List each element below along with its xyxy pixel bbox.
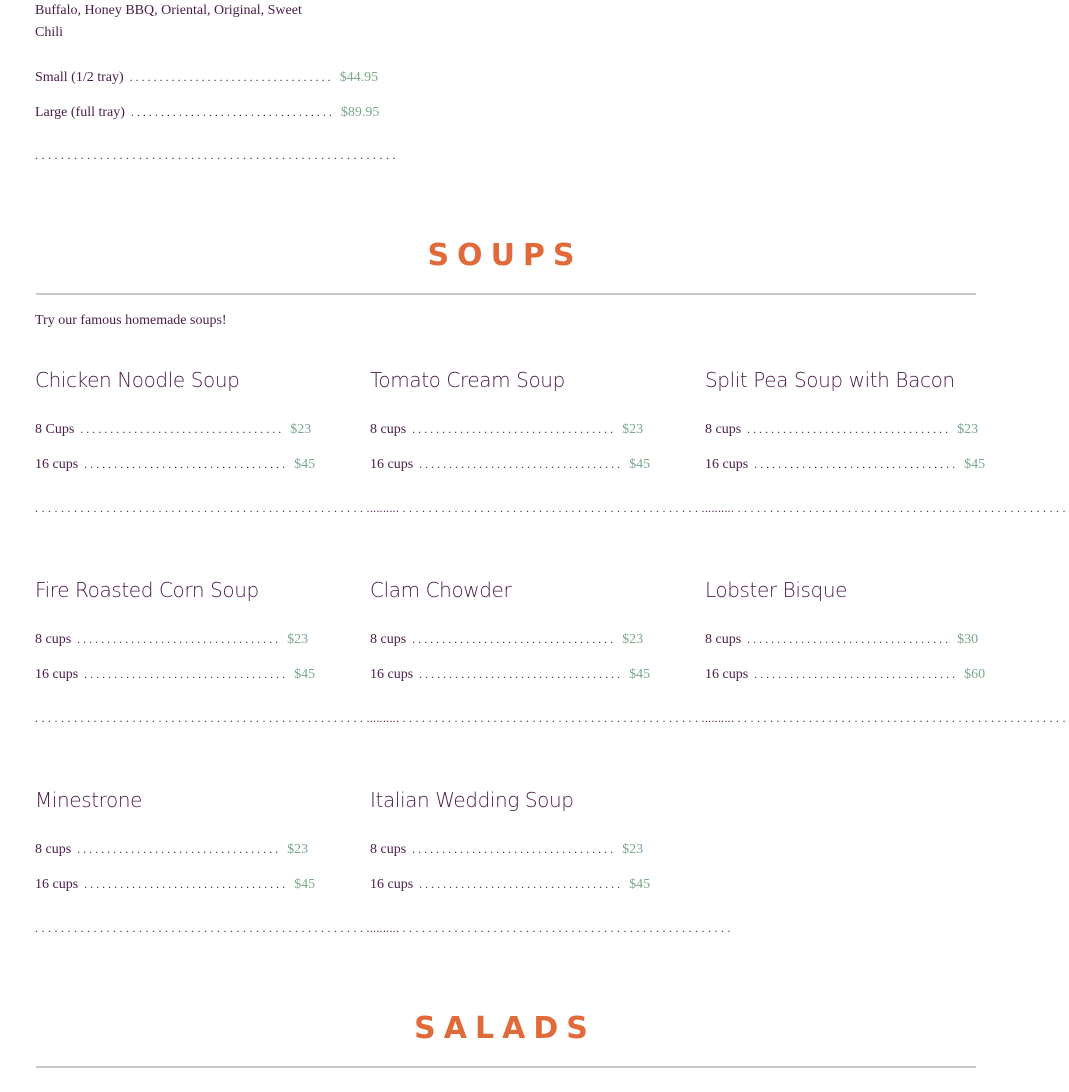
wings-option-small (35, 70, 379, 90)
dot-leader: .................................. (80, 422, 285, 436)
item-separator: ........................................................ (35, 921, 399, 935)
size-row (35, 632, 309, 652)
soup-name: Chicken Noodle Soup (35, 368, 240, 392)
dot-leader: .................................. (84, 877, 289, 891)
size-row (35, 457, 316, 477)
size-label: 8 cups (370, 422, 407, 437)
item-separator: ........................................................ (705, 711, 1069, 725)
size-row (35, 877, 316, 897)
item-separator: ........................................................ (35, 148, 399, 162)
option-label: Small (1/2 tray) (35, 70, 124, 85)
soup-name: Split Pea Soup with Bacon (705, 368, 955, 392)
size-label: 16 cups (705, 667, 749, 682)
item-separator: ........................................................ (370, 711, 734, 725)
size-price: $45 (964, 457, 986, 472)
dot-leader: .................................. (419, 667, 624, 681)
wings-item (35, 0, 399, 162)
option-price: $44.95 (339, 70, 379, 85)
size-row (370, 877, 651, 897)
item-separator: ........................................................ (705, 501, 1069, 515)
item-separator: ........................................................ (370, 501, 734, 515)
size-label: 16 cups (370, 667, 414, 682)
size-label: 16 cups (35, 877, 79, 892)
dot-leader: .................................. (412, 632, 617, 646)
size-price: $45 (629, 877, 651, 892)
size-price: $23 (957, 422, 979, 437)
size-price: $30 (957, 632, 979, 647)
wings-option-large (35, 105, 380, 125)
size-row (705, 457, 986, 477)
size-row (35, 422, 312, 442)
size-price: $45 (294, 667, 316, 682)
size-label: 8 cups (705, 422, 742, 437)
soup-name: Lobster Bisque (705, 578, 848, 602)
size-label: 16 cups (370, 877, 414, 892)
section-title-soups: SOUPS (427, 238, 583, 273)
dot-leader: .................................. (419, 457, 624, 471)
wings-flavors: Buffalo, Honey BBQ, Oriental, Original, Sweet Chili (35, 3, 302, 40)
soup-name: Minestrone (35, 788, 143, 812)
dot-leader: .................................. (84, 457, 289, 471)
section-divider (36, 293, 976, 295)
size-price: $23 (287, 632, 309, 647)
size-row (370, 457, 651, 477)
dot-leader: .................................. (77, 632, 282, 646)
soup-name: Tomato Cream Soup (370, 368, 565, 392)
size-label: 8 cups (35, 842, 72, 857)
soups-intro: Try our famous homemade soups! (35, 313, 227, 328)
option-price: $89.95 (340, 105, 380, 120)
size-price: $45 (294, 877, 316, 892)
size-label: 16 cups (35, 667, 79, 682)
size-price: $60 (964, 667, 986, 682)
size-row (705, 632, 979, 652)
option-label: Large (full tray) (35, 105, 125, 120)
size-price: $23 (622, 632, 644, 647)
soup-name: Italian Wedding Soup (370, 788, 574, 812)
size-price: $45 (294, 457, 316, 472)
size-label: 16 cups (370, 457, 414, 472)
size-price: $23 (290, 422, 312, 437)
soup-name: Clam Chowder (370, 578, 512, 602)
size-price: $23 (287, 842, 309, 857)
dot-leader: .................................. (747, 422, 952, 436)
size-label: 8 cups (705, 632, 742, 647)
size-row (35, 842, 309, 862)
dot-leader: .................................. (747, 632, 952, 646)
dot-leader: .................................. (754, 667, 959, 681)
dot-leader: .................................. (419, 877, 624, 891)
item-separator: ........................................................ (35, 711, 399, 725)
soup-name: Fire Roasted Corn Soup (35, 578, 259, 602)
size-row (705, 667, 986, 687)
dot-leader: .................................. (77, 842, 282, 856)
dot-leader: .................................. (84, 667, 289, 681)
size-row (370, 842, 644, 862)
size-price: $23 (622, 422, 644, 437)
item-separator: ........................................................ (370, 921, 734, 935)
size-row (705, 422, 979, 442)
size-price: $45 (629, 457, 651, 472)
size-row (370, 667, 651, 687)
item-separator: ........................................................ (35, 501, 399, 515)
size-label: 8 Cups (35, 422, 75, 437)
dot-leader: .................................. (412, 422, 617, 436)
size-row (370, 632, 644, 652)
dot-leader: .................................. (754, 457, 959, 471)
size-label: 8 cups (35, 632, 72, 647)
size-price: $23 (622, 842, 644, 857)
size-label: 16 cups (705, 457, 749, 472)
section-divider (36, 1066, 976, 1068)
size-label: 8 cups (370, 842, 407, 857)
size-row (370, 422, 644, 442)
size-row (35, 667, 316, 687)
size-label: 16 cups (35, 457, 79, 472)
dot-leader: .................................. (130, 105, 335, 119)
section-title-salads: SALADS (414, 1011, 596, 1046)
size-price: $45 (629, 667, 651, 682)
size-label: 8 cups (370, 632, 407, 647)
dot-leader: .................................. (129, 70, 334, 84)
dot-leader: .................................. (412, 842, 617, 856)
